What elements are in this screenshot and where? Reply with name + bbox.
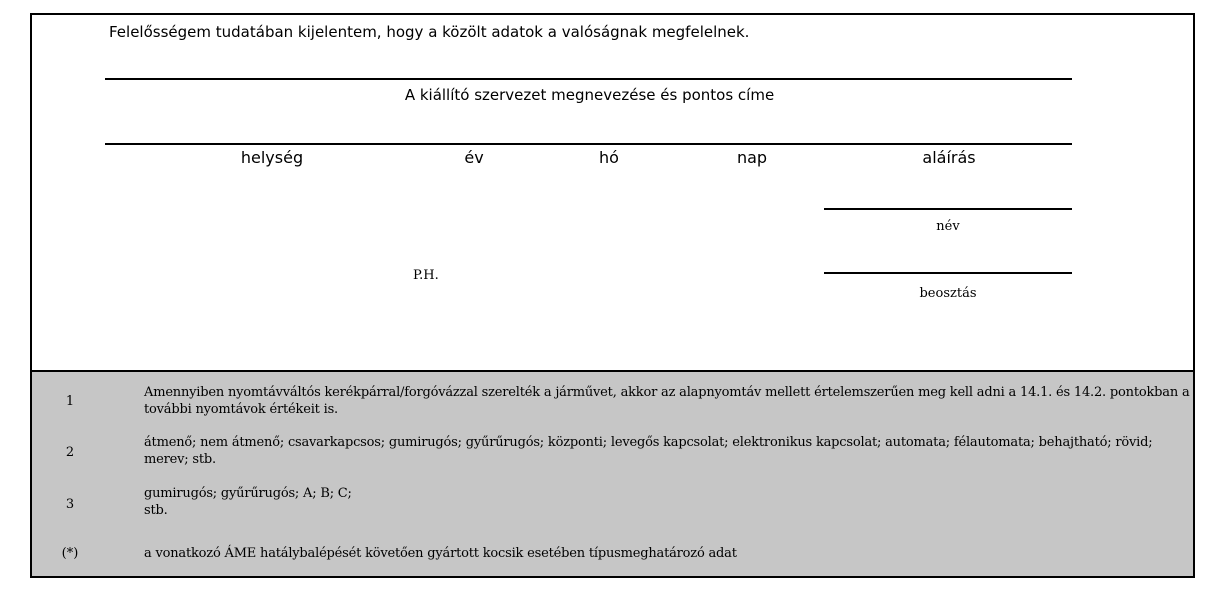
declaration-form (30, 13, 1195, 578)
declaration-statement: Felelősségem tudatában kijelentem, hogy a közölt adatok a valóságnak megfelelnek. (109, 23, 750, 41)
position-line (824, 272, 1072, 274)
footnote-text: Amennyiben nyomtávváltós kerékpárral/forgóvázzal szerelték a járművet, akkor az alapnyomtáv mellett értelemszerűen meg kell adni a 14.1. és 14.2. pontokban a további nyomtávok értékeit is. (144, 385, 1190, 417)
footnote-number: 2 (65, 445, 75, 460)
declaration-section (32, 15, 1193, 370)
column-label-signature: aláírás (922, 148, 976, 167)
column-label-town: helység (240, 148, 304, 167)
date-signature-line (105, 143, 1072, 145)
issuer-line (105, 78, 1072, 80)
stamp-label: P.H. (413, 268, 439, 283)
name-line (824, 208, 1072, 210)
footnote-text: gumirugós; gyűrűrugós; A; B; C; stb. (144, 486, 352, 518)
column-label-month: hó (599, 148, 619, 167)
column-label-day: nap (736, 148, 768, 167)
name-label: név (936, 219, 960, 234)
column-label-year: év (464, 148, 484, 167)
position-label: beosztás (919, 286, 977, 301)
footnote-number: 1 (65, 394, 75, 409)
footnotes-section (32, 370, 1193, 576)
footnote-number: (*) (61, 546, 79, 561)
footnote-number: 3 (65, 497, 75, 512)
issuer-title: A kiállító szervezet megnevezése és pontos címe (404, 86, 775, 104)
footnote-text: a vonatkozó ÁME hatálybalépését követően gyártott kocsik esetében típusmeghatározó adat (144, 546, 737, 561)
footnote-text: átmenő; nem átmenő; csavarkapcsos; gumirugós; gyűrűrugós; központi; levegős kapcsolat; elektronikus kapcsolat; automata; félautomata; behajtható; rövid; merev; stb. (144, 435, 1153, 467)
